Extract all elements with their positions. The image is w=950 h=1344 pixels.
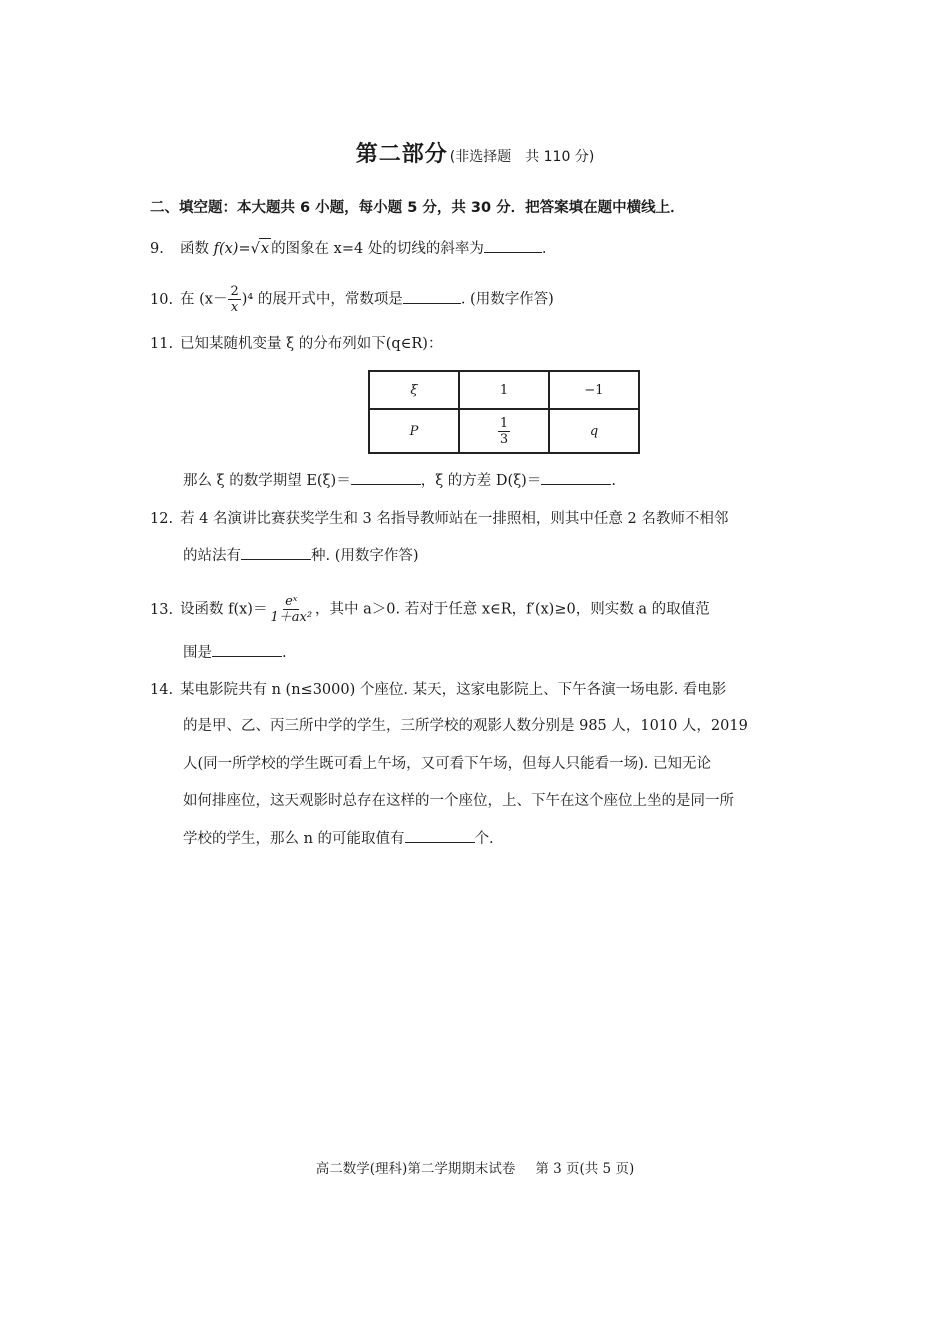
table-cell: −1	[549, 371, 639, 409]
table-cell	[459, 409, 549, 453]
question-14-line5	[183, 828, 494, 849]
q9-post: 的图象在 x=4 处的切线的斜率为	[271, 241, 484, 257]
q14-line1: 某电影院共有 n (n≤3000) 个座位. 某天，这家电影院上、下午各演一场电影. 看电影	[180, 682, 727, 698]
q10-frac-num: 2	[230, 284, 239, 299]
question-number: 14.	[150, 682, 174, 698]
question-number: 12.	[150, 511, 174, 527]
answer-blank[interactable]	[212, 642, 282, 657]
question-11-line2	[183, 470, 616, 491]
table-fraction	[498, 416, 510, 447]
question-14	[150, 680, 726, 700]
footer-page-number: 第 3 页(共 5 页)	[535, 1161, 635, 1177]
q12-line1: 若 4 名演讲比赛获奖学生和 3 名指导教师站在一排照相，则其中任意 2 名教师不相邻	[180, 511, 729, 527]
q14-line5b: 个.	[474, 831, 494, 847]
q11-variance-label: ，ξ 的方差 D(ξ)＝	[420, 473, 542, 489]
table-row	[369, 409, 639, 453]
distribution-table	[368, 370, 640, 454]
q13-pre: 设函数 f(x)＝	[180, 601, 268, 618]
answer-blank[interactable]	[241, 545, 311, 560]
question-9: 9. 函数 f(x)=√x 的图象在 x=4 处的切线的斜率为 .	[150, 238, 546, 259]
footer-exam-title: 高二数学(理科)第二学期期末试卷	[315, 1161, 516, 1177]
q10-fraction	[228, 284, 240, 315]
question-number: 10.	[150, 291, 174, 308]
q11-end: .	[611, 473, 616, 489]
question-10	[150, 284, 554, 315]
table-frac-num: 1	[499, 415, 509, 431]
q13-frac-num: eˣ	[285, 594, 298, 609]
q13-fraction	[268, 594, 314, 625]
table-row	[369, 371, 639, 409]
table-cell: q	[549, 409, 639, 453]
question-12-line2	[183, 545, 419, 566]
q10-mid: )⁴ 的展开式中，常数项是	[241, 291, 403, 308]
answer-blank[interactable]	[405, 828, 475, 843]
answer-blank[interactable]	[403, 289, 461, 304]
page-footer	[0, 1157, 950, 1177]
table-cell: ξ	[369, 371, 459, 409]
q11-expectation-label: 那么 ξ 的数学期望 E(ξ)＝	[183, 473, 351, 489]
table-cell: P	[369, 409, 459, 453]
question-number: 13.	[150, 601, 174, 618]
q10-end: . (用数字作答)	[460, 291, 554, 308]
answer-blank[interactable]	[541, 470, 611, 485]
part-title	[0, 137, 950, 168]
answer-blank[interactable]	[484, 238, 542, 253]
q13-post: ，其中 a＞0. 若对于任意 x∈R，f′(x)≥0，则实数 a 的取值范	[315, 601, 710, 618]
table-cell: 1	[459, 371, 549, 409]
question-13-line2	[183, 642, 287, 663]
table-frac-den: 3	[499, 431, 509, 447]
q14-line5a: 学校的学生，那么 n 的可能取值有	[183, 831, 405, 847]
q9-sqrt: x	[259, 238, 271, 259]
section-heading: 二、填空题：本大题共 6 小题，每小题 5 分，共 30 分．把答案填在题中横线上．	[150, 200, 685, 216]
q13-frac-den: 1＋ax²	[270, 610, 313, 625]
q11-text: 已知某随机变量 ξ 的分布列如下(q∈R)：	[180, 336, 443, 352]
question-number: 11.	[150, 336, 174, 352]
q9-func: f(x)=	[213, 241, 251, 257]
question-number: 9.	[150, 241, 164, 257]
q9-pre: 函数	[180, 241, 214, 257]
part-title-main: 第二部分	[355, 142, 448, 167]
q13-line2a: 围是	[183, 645, 212, 661]
part-title-sub: (非选择题 共 110 分)	[449, 149, 595, 165]
question-14-line3: 人(同一所学校的学生既可看上午场，又可看下午场，但每人只能看一场). 已知无论	[183, 756, 712, 772]
q12-line2a: 的站法有	[183, 548, 241, 564]
answer-blank[interactable]	[351, 470, 421, 485]
question-14-line2: 的是甲、乙、丙三所中学的学生，三所学校的观影人数分别是 985 人，1010 人，2019	[183, 718, 748, 734]
question-14-line4: 如何排座位，这天观影时总存在这样的一个座位，上、下午在这个座位上坐的是同一所	[183, 793, 734, 809]
q12-line2b: 种. (用数字作答)	[311, 548, 419, 564]
q10-frac-den: x	[230, 300, 239, 315]
q10-pre: 在 (x－	[180, 291, 228, 308]
question-13	[150, 594, 710, 625]
q9-end: .	[541, 241, 547, 257]
question-11	[150, 334, 442, 354]
q13-end: .	[282, 645, 287, 661]
question-12	[150, 509, 728, 529]
